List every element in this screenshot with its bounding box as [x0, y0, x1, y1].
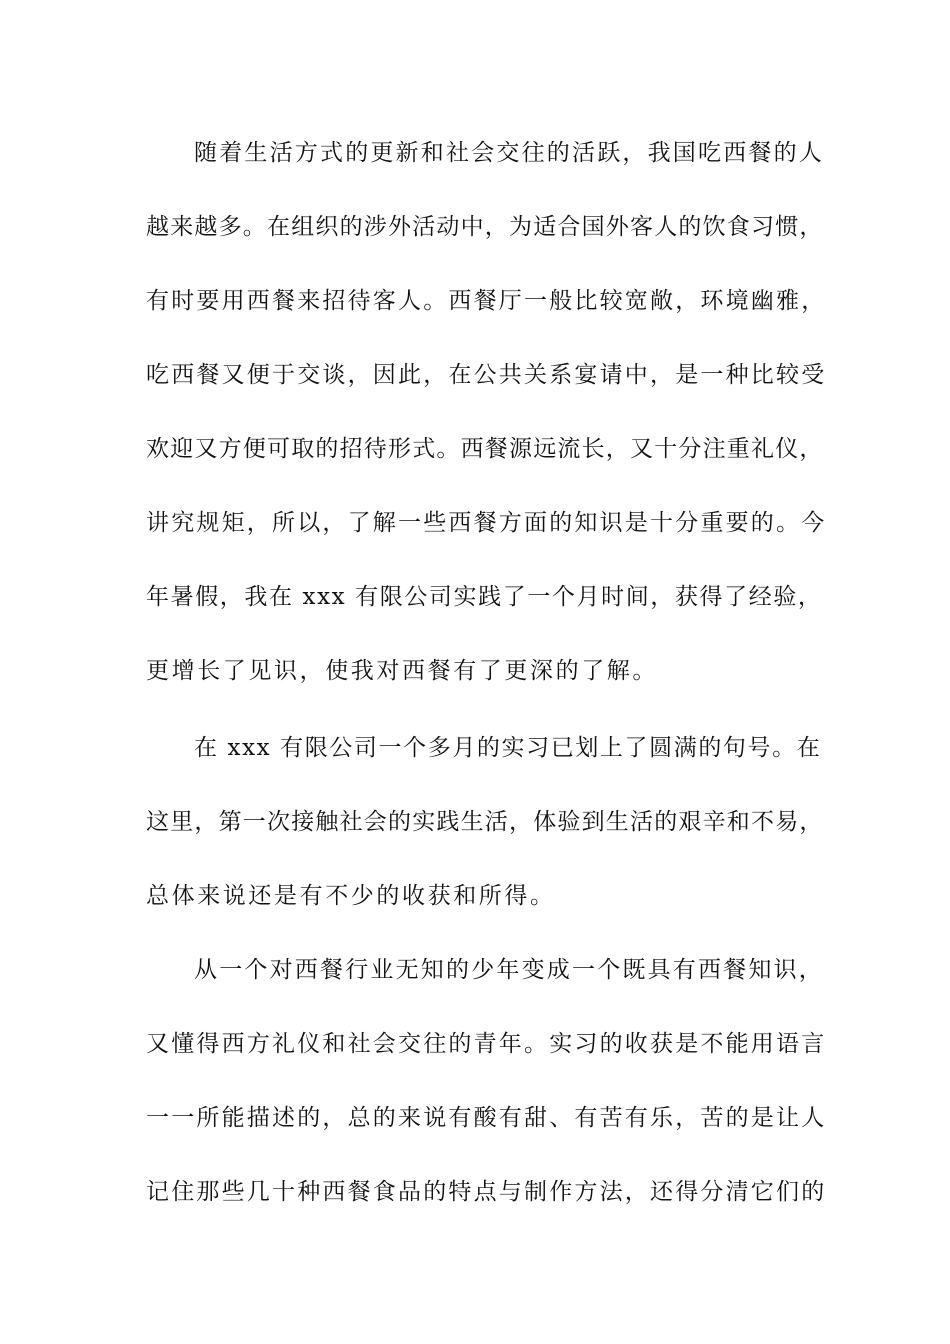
- paragraph-2-line-3: 总体来说还是有不少的收获和所得。: [146, 883, 556, 909]
- paragraph-3-line-1: 从一个对西餐行业无知的少年变成一个既具有西餐知识，: [194, 957, 824, 983]
- paragraph-1-line-6: 讲究规矩，所以，了解一些西餐方面的知识是十分重要的。今: [146, 510, 827, 536]
- paragraph-3-line-3: 一一所能描述的，总的来说有酸有甜、有苦有乐，苦的是让人: [146, 1105, 827, 1131]
- paragraph-3-line-4: 记住那些几十种西餐食品的特点与制作方法，还得分清它们的: [146, 1179, 827, 1205]
- paragraph-1-line-4: 吃西餐又便于交谈，因此，在公共关系宴请中，是一种比较受: [146, 362, 827, 388]
- paragraph-1-line-8: 更增长了见识，使我对西餐有了更深的了解。: [146, 658, 658, 684]
- paragraph-1-line-1: 随着生活方式的更新和社会交往的活跃，我国吃西餐的人: [194, 140, 824, 166]
- paragraph-1-line-3: 有时要用西餐来招待客人。西餐厅一般比较宽敞，环境幽雅，: [146, 288, 827, 314]
- paragraph-1-line-2: 越来越多。在组织的涉外活动中，为适合国外客人的饮食习惯，: [146, 214, 824, 240]
- paragraph-1-line-7: 年暑假，我在 xxx 有限公司实践了一个月时间，获得了经验，: [146, 584, 823, 610]
- paragraph-2-line-2: 这里，第一次接触社会的实践生活，体验到生活的艰辛和不易，: [146, 809, 824, 835]
- paragraph-3-line-2: 又懂得西方礼仪和社会交往的青年。实习的收获是不能用语言: [146, 1031, 827, 1057]
- paragraph-2-line-1: 在 xxx 有限公司一个多月的实习已划上了圆满的句号。在: [194, 735, 822, 761]
- paragraph-1-line-5: 欢迎又方便可取的招待形式。西餐源远流长，又十分注重礼仪，: [146, 436, 824, 462]
